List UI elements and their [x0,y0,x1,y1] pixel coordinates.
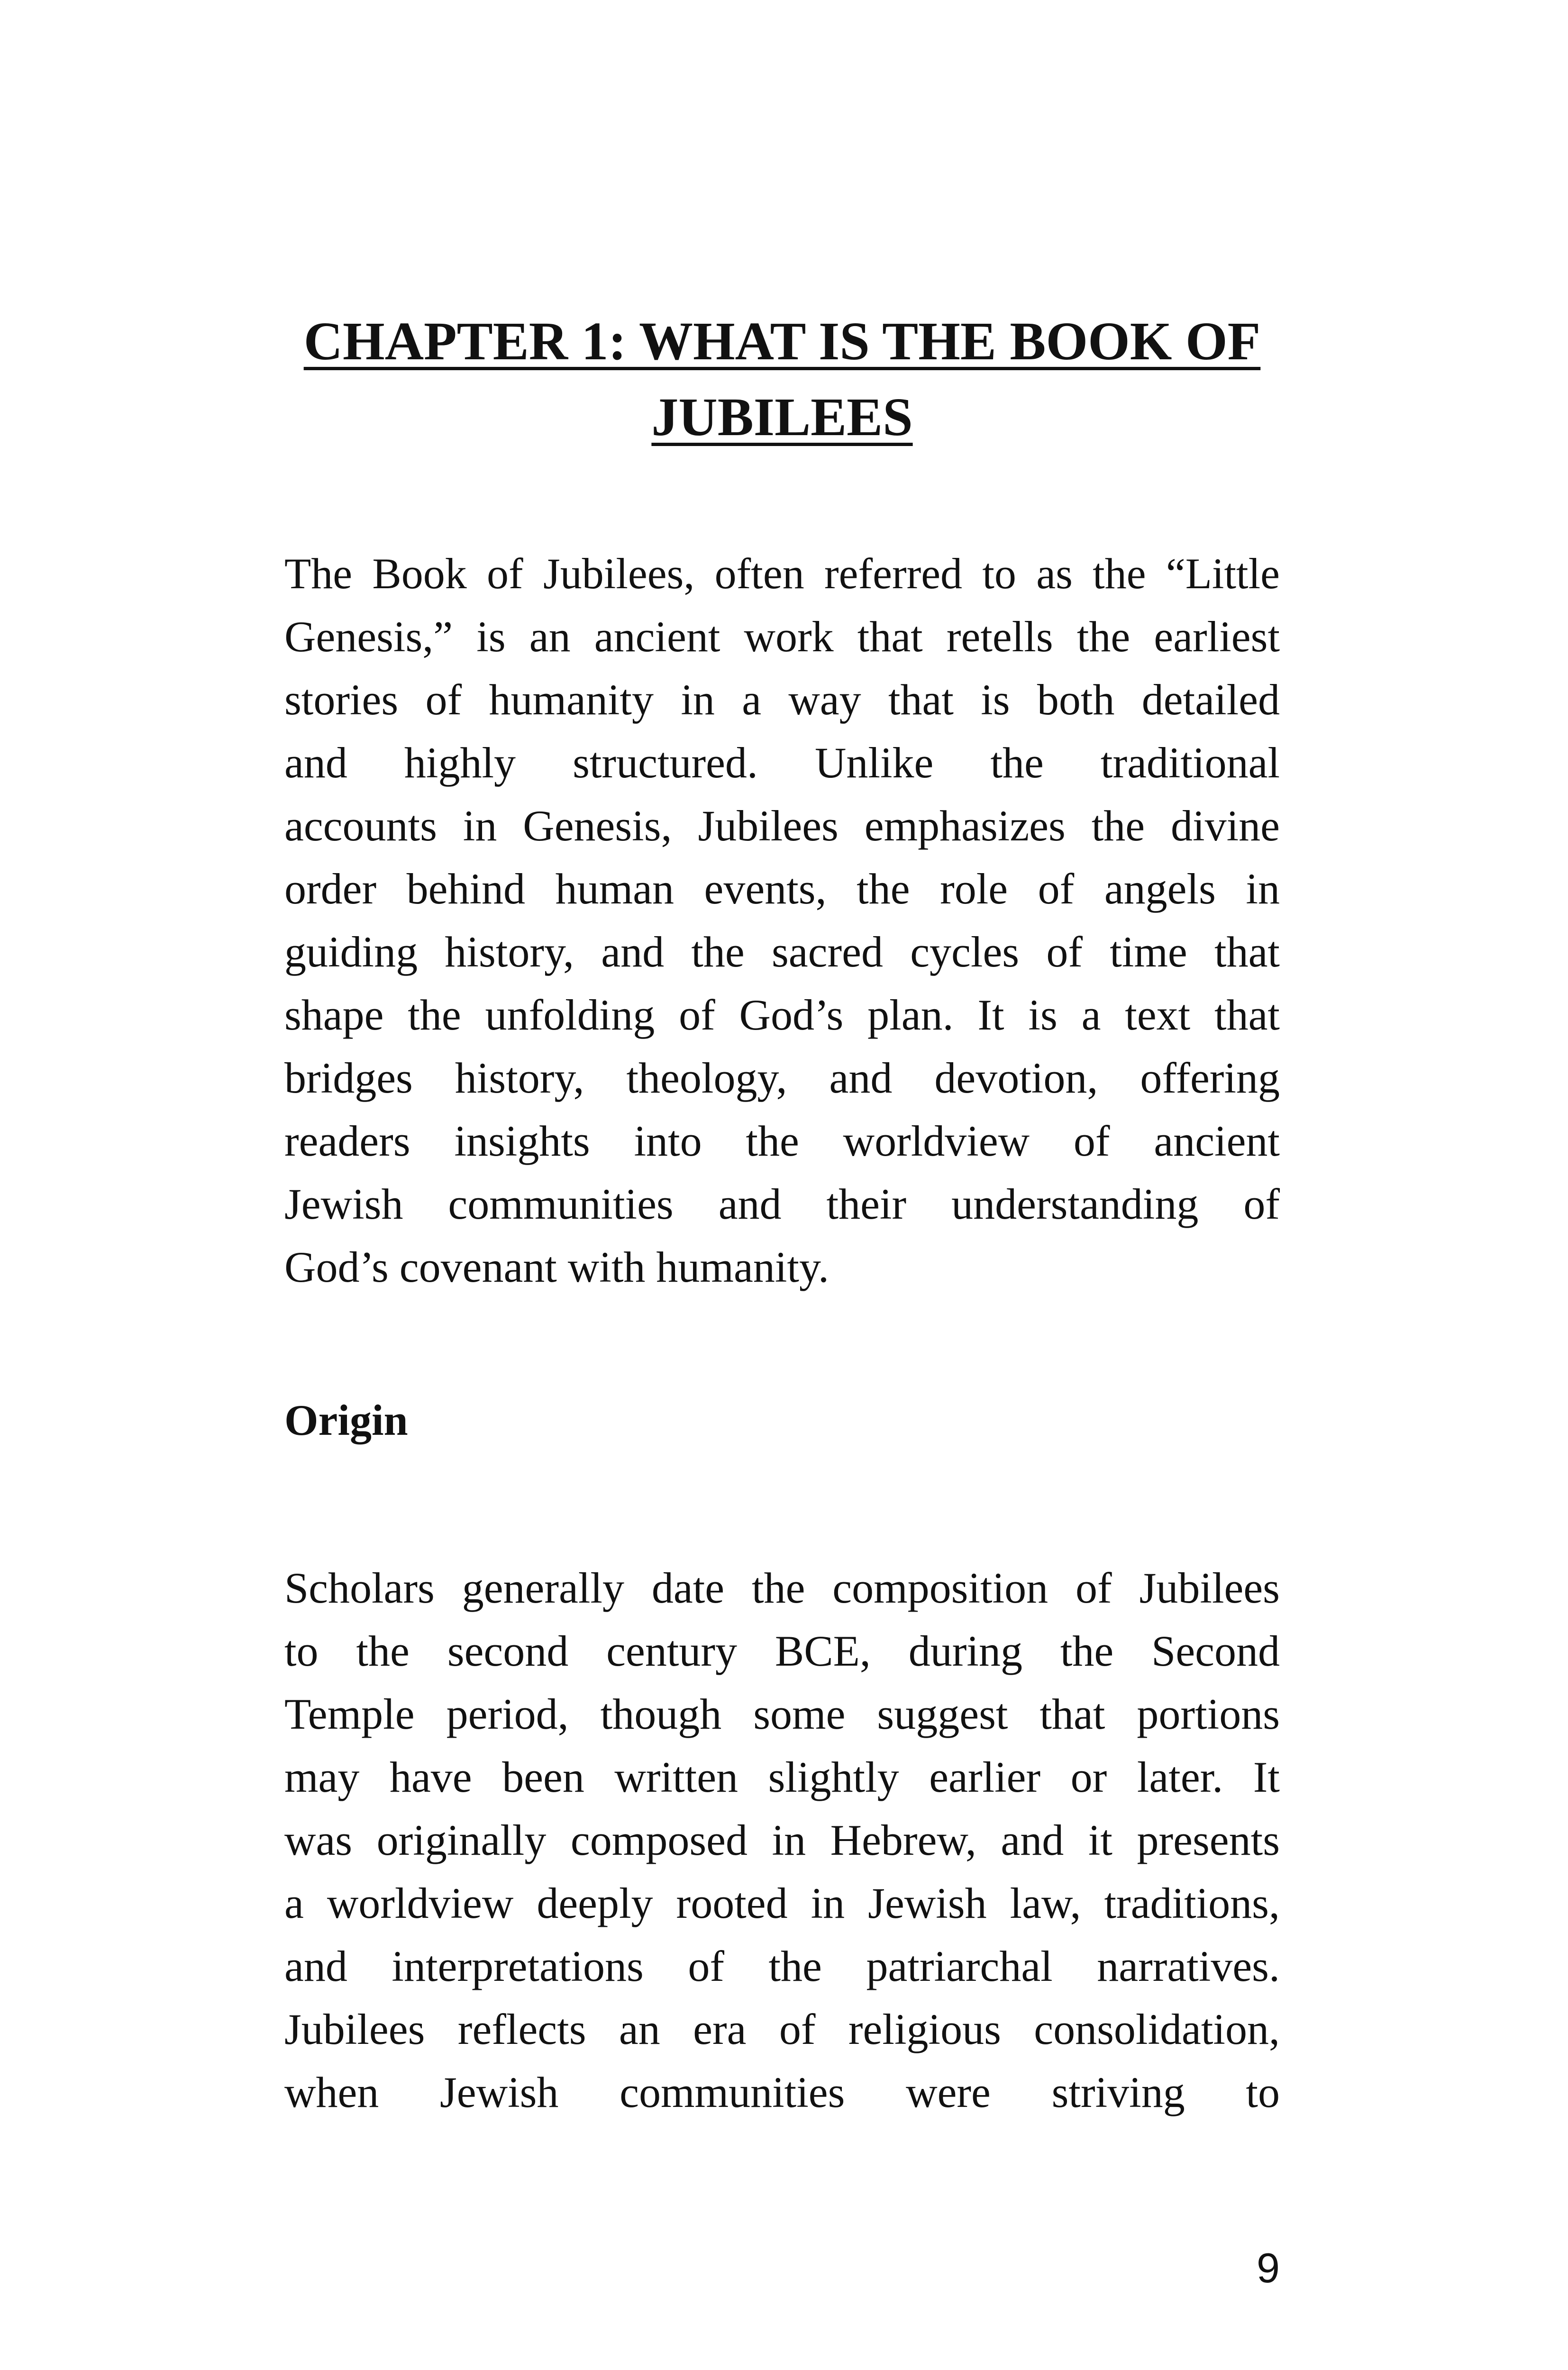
intro-paragraph [284,542,1280,1299]
paragraph-line: to the second century BCE, during the Second [284,1627,1280,1675]
paragraph-line: Temple period, though some suggest that portions [284,1690,1280,1738]
paragraph-line: and interpretations of the patriarchal narratives. [284,1942,1280,1990]
origin-paragraph [284,1557,1280,2124]
paragraph-line: Scholars generally date the composition of Jubilees [284,1564,1280,1612]
paragraph-line: and highly structured. Unlike the traditional [284,738,1280,787]
paragraph-line: stories of humanity in a way that is both detailed [284,675,1280,724]
chapter-title [284,303,1280,455]
paragraph-line: bridges history, theology, and devotion, offering [284,1054,1280,1102]
page-number: 9 [1257,2244,1280,2291]
paragraph-line: shape the unfolding of God’s plan. It is a text that [284,991,1280,1039]
paragraph-line: was originally composed in Hebrew, and it presents [284,1816,1280,1864]
paragraph-line: Genesis,” is an ancient work that retells the earliest [284,612,1280,661]
paragraph-line: readers insights into the worldview of ancient [284,1117,1280,1165]
paragraph-line: accounts in Genesis, Jubilees emphasizes the divine [284,802,1280,850]
section-heading-origin: Origin [284,1396,408,1444]
paragraph-line: God’s covenant with humanity. [284,1243,829,1291]
paragraph-line: Jewish communities and their understanding of [284,1180,1280,1228]
paragraph-line: order behind human events, the role of angels in [284,865,1280,913]
paragraph-line: when Jewish communities were striving to [284,2068,1280,2116]
paragraph-line: The Book of Jubilees, often referred to as the “Little [284,549,1280,598]
paragraph-line: guiding history, and the sacred cycles of time that [284,928,1280,976]
paragraph-line: may have been written slightly earlier or later. It [284,1753,1280,1801]
paragraph-line: a worldview deeply rooted in Jewish law, traditions, [284,1879,1280,1927]
paragraph-line: Jubilees reflects an era of religious consolidation, [284,2005,1280,2053]
chapter-title-line: JUBILEES [651,387,913,447]
chapter-title-line: CHAPTER 1: WHAT IS THE BOOK OF [303,311,1261,371]
